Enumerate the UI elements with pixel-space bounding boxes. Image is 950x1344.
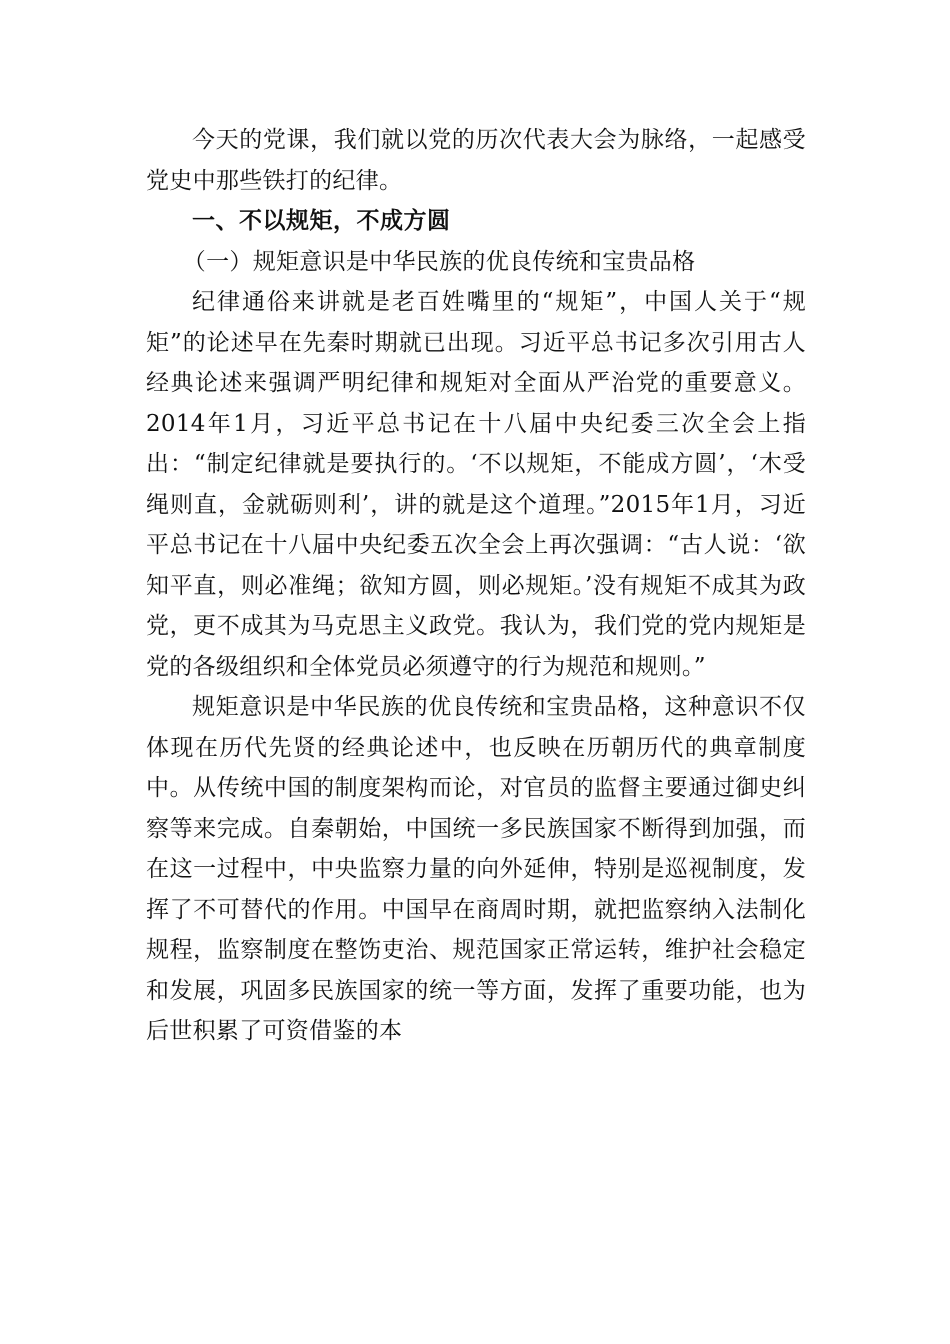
intro-paragraph: 今天的党课，我们就以党的历次代表大会为脉络，一起感受党史中那些铁打的纪律。 <box>146 127 806 194</box>
subsection-heading: （一）规矩意识是中华民族的优良传统和宝贵品格 <box>182 248 696 275</box>
body-paragraph-1: 纪律通俗来讲就是老百姓嘴里的“规矩”，中国人关于“规矩”的论述早在先秦时期就已出现。习近平总书记多次引用古人经典论述来强调严明纪律和规矩对全面从严治党的重要意义。2014年1月，习近平总书记在十八届中央纪委三次全会上指出：“制定纪律就是要执行的。‘不以规矩，不能成方圆’，‘木受绳则直，金就砺则利’，讲的就是这个道理。”2015年1月，习近平总书记在十八届中央纪委五次全会上再次强调：“古人说：‘欲知平直，则必准绳；欲知方圆，则必规矩。’没有规矩不成其为政党，更不成其为马克思主义政党。我认为，我们党的党内规矩是党的各级组织和全体党员必须遵守的行为规范和规则。” <box>146 289 806 680</box>
body-paragraph-2: 规矩意识是中华民族的优良传统和宝贵品格，这种意识不仅体现在历代先贤的经典论述中，也反映在历朝历代的典章制度中。从传统中国的制度架构而论，对官员的监督主要通过御史纠察等来完成。自秦朝始，中国统一多民族国家不断得到加强，而在这一过程中，中央监察力量的向外延伸，特别是巡视制度，发挥了不可替代的作用。中国早在商周时期，就把监察纳入法制化规程，监察制度在整饬吏治、规范国家正常运转，维护社会稳定和发展，巩固多民族国家的统一等方面，发挥了重要功能，也为后世积累了可资借鉴的本 <box>146 694 806 1044</box>
section-heading: 一、不以规矩，不成方圆 <box>192 208 451 234</box>
document-body <box>146 120 806 1052</box>
